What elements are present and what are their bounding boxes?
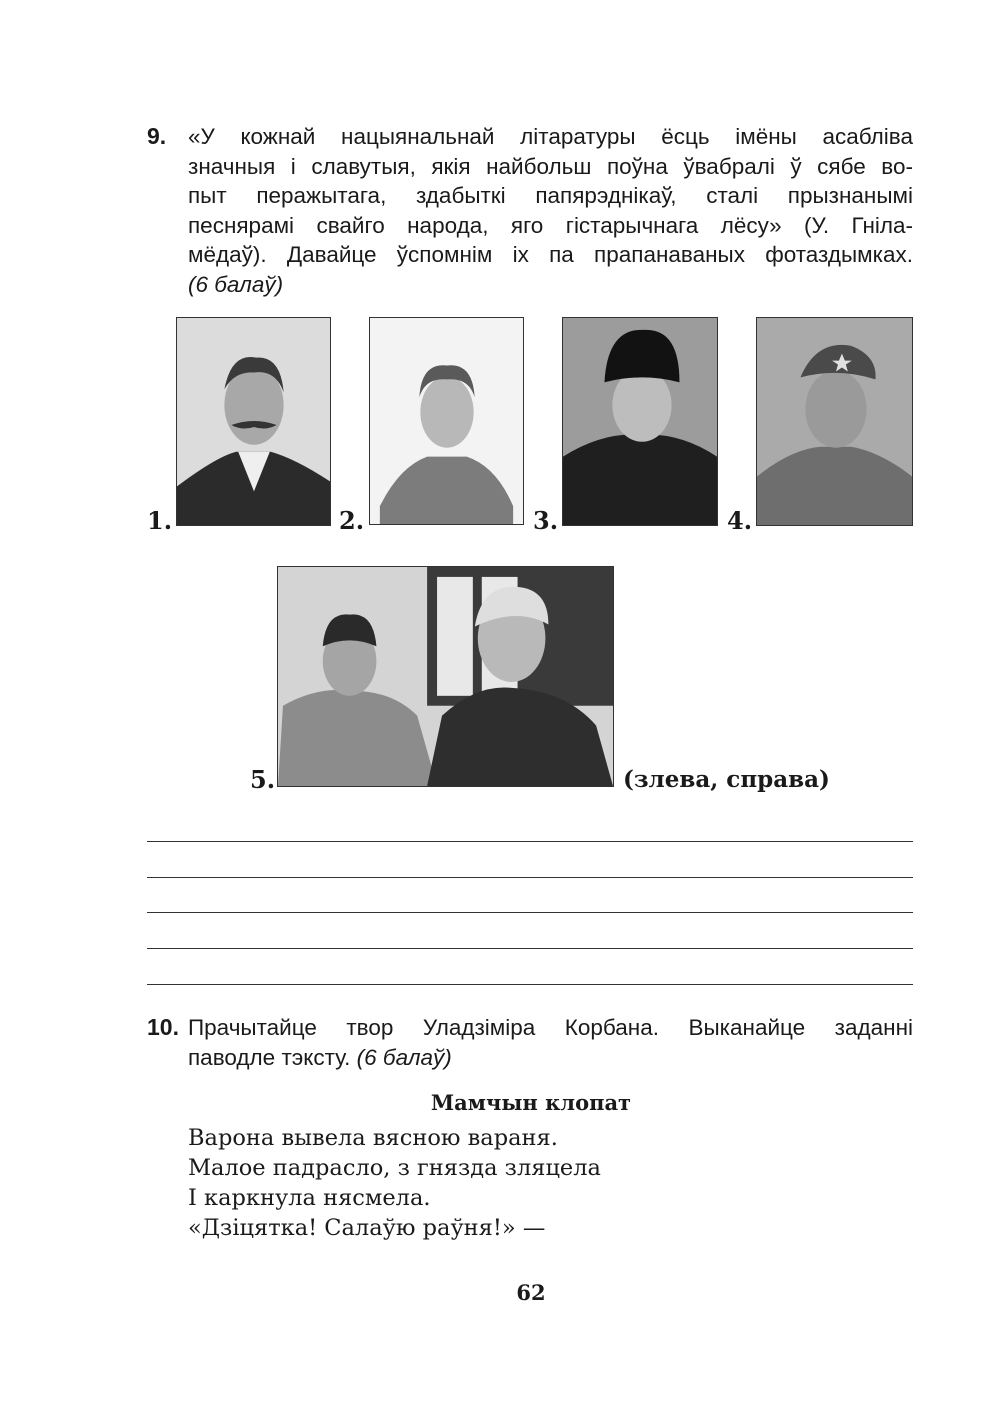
task-9: [147, 122, 913, 299]
photo-label-1: 1.: [147, 506, 173, 535]
answer-line-3[interactable]: [147, 912, 913, 913]
task-text-line: песнярамі свайго народа, яго гістарычнага лёсу» (У. Гніла-: [188, 212, 913, 238]
portrait-image: [177, 318, 330, 525]
task-text-line: [188, 1043, 913, 1073]
poem-line: І каркнула нясмела.: [188, 1185, 431, 1211]
photo-5-hint: (злева, справа): [623, 766, 830, 793]
photo-label-4: 4.: [727, 506, 753, 535]
poem-title: Мамчын клопат: [430, 1090, 632, 1115]
portrait-image: [563, 318, 717, 525]
portrait-photo-2: [369, 317, 524, 525]
task-text: [188, 1013, 913, 1072]
task-points: (6 балаў): [356, 1044, 452, 1070]
portrait-image: [757, 318, 912, 525]
photo-label-3: 3.: [533, 506, 559, 535]
portrait-photo-3: [562, 317, 718, 526]
task-text-line: значныя і славутыя, якія найбольш поўна ўвабралі ў сябе во-: [188, 153, 913, 179]
answer-line-4[interactable]: [147, 948, 913, 949]
poem-line: Варона вывела вясною вараня.: [188, 1125, 558, 1151]
photo-label-2: 2.: [339, 506, 365, 535]
task-10: [147, 1013, 913, 1072]
task-number: 10.: [147, 1014, 179, 1040]
task-text-line: пыт перажытага, здабыткі папярэднікаў, сталі прызнанымі: [188, 183, 913, 208]
task-text-line: Прачытайце твор Уладзіміра Корбана. Выканайце заданні: [188, 1015, 913, 1040]
task-points: (6 балаў): [188, 271, 284, 297]
portrait-photo-5: [277, 566, 614, 787]
task-text: [188, 122, 913, 299]
task-text-tail: паводле тэксту.: [188, 1044, 351, 1070]
portrait-photo-1: [176, 317, 331, 526]
answer-line-5[interactable]: [147, 984, 913, 985]
task-text-line: «У кожнай нацыянальнай літаратуры ёсць імёны асабліва: [188, 124, 913, 149]
task-text-line: мёдаў). Давайце ўспомнім іх па прапанаваных фотаздымках.: [188, 242, 913, 267]
portrait-photo-4: [756, 317, 913, 526]
page-number: 62: [516, 1280, 546, 1305]
photo-label-5: 5.: [250, 765, 276, 794]
answer-line-1[interactable]: [147, 841, 913, 842]
portrait-image: [370, 318, 523, 524]
poem-text: [188, 1123, 601, 1243]
task-number: 9.: [147, 123, 167, 149]
poem-line: «Дзіцятка! Салаўю раўня!» —: [188, 1215, 546, 1241]
portrait-image: [278, 567, 613, 786]
poem-line: Малое падрасло, з гнязда зляцела: [188, 1155, 601, 1181]
answer-line-2[interactable]: [147, 877, 913, 878]
